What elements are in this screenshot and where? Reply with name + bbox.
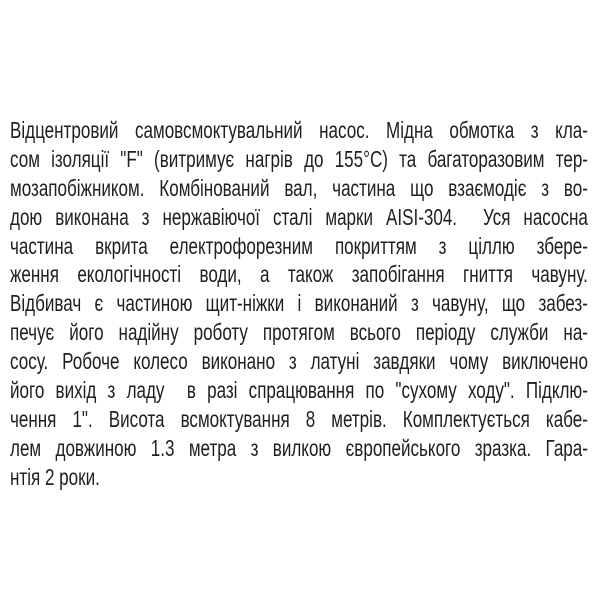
text-line: сосу. Робоче колесо виконано з латуні завдяки чому виключено (10, 348, 588, 375)
text-line: його вихід з ладу в разі спрацювання по "сухому ходу". Підклю- (10, 377, 588, 404)
text-line: ження екологічності води, а також запобігання гниття чавуну. (10, 261, 588, 288)
text-line: Відцентровий самовсмоктувальний насос. Мідна обмотка з кла- (10, 117, 588, 143)
text-line: печує його надійну роботу протягом всього періоду служби на- (10, 319, 588, 346)
text-line: чення 1". Висота всмоктування 8 метрів. Комплектується кабе- (10, 405, 588, 432)
text-line: нтія 2 роки. (10, 463, 100, 490)
text-line: лем довжиною 1.3 метра з вилкою європейського зразка. Гара- (10, 434, 588, 461)
text-line: частина вкрита електрофорезним покриттям з ціллю збере- (10, 232, 588, 259)
product-description (10, 116, 588, 492)
text-line: сом ізоляції "F" (витримує нагрів до 155°C) та багаторазовим тер- (10, 145, 588, 172)
text-line: мозапобіжником. Комбінований вал, частина що взаємодіє з во- (10, 174, 588, 201)
text-line: дою виконана з нержавіючої сталі марки AISI-304. Уся насосна (10, 203, 588, 230)
text-line: Відбивач є частиною щит-ніжки і виконаний з чавуну, що забез- (10, 290, 588, 317)
